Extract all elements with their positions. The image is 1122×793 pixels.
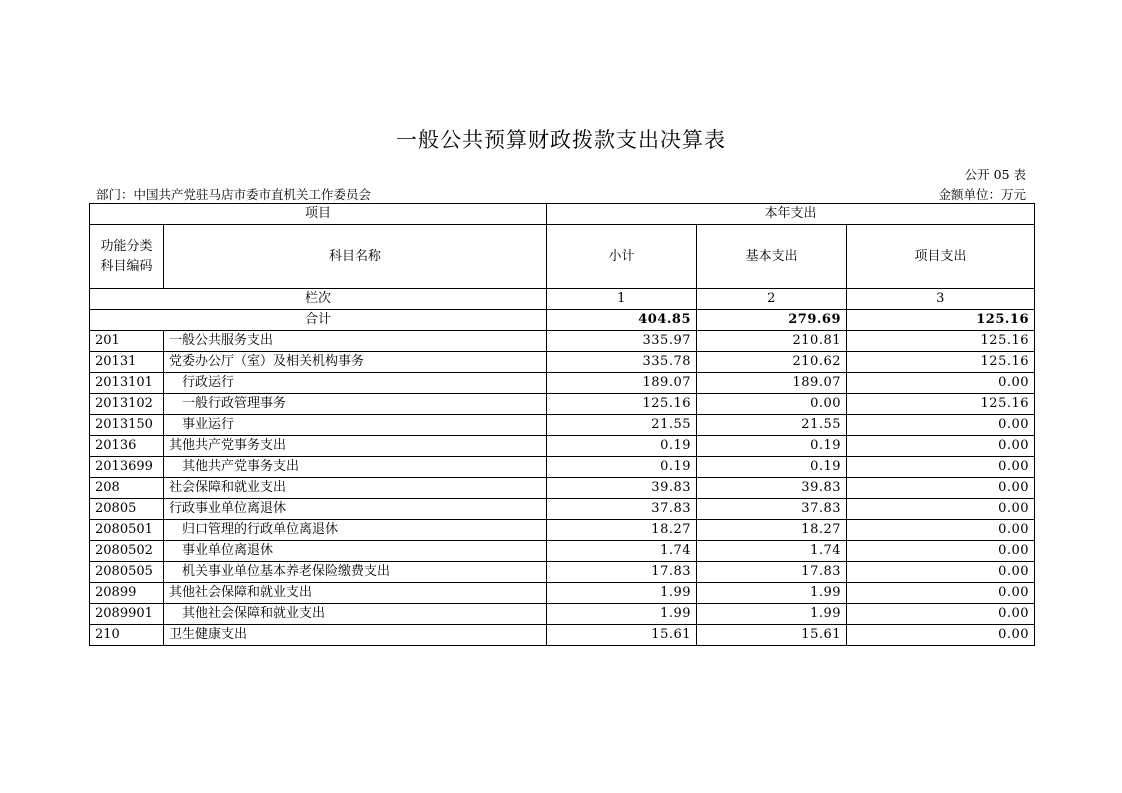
row-project: 0.00 <box>847 562 1035 583</box>
row-subtotal: 1.74 <box>547 541 697 562</box>
row-subtotal: 17.83 <box>547 562 697 583</box>
row-code: 20899 <box>90 583 164 604</box>
table-row <box>90 457 1035 478</box>
row-name: 机关事业单位基本养老保险缴费支出 <box>164 562 547 583</box>
row-name: 事业单位离退休 <box>164 541 547 562</box>
row-name: 归口管理的行政单位离退休 <box>164 520 547 541</box>
row-project: 0.00 <box>847 604 1035 625</box>
table-row <box>90 604 1035 625</box>
row-name: 一般行政管理事务 <box>164 394 547 415</box>
total-label: 合计 <box>90 310 547 331</box>
row-code: 2080502 <box>90 541 164 562</box>
row-basic: 1.74 <box>697 541 847 562</box>
row-subtotal: 335.97 <box>547 331 697 352</box>
expenditure-table <box>89 203 1035 646</box>
row-code: 208 <box>90 478 164 499</box>
column-index-3: 3 <box>847 289 1035 310</box>
department-label: 部门：中国共产党驻马店市委市直机关工作委员会 <box>96 187 372 202</box>
table-row <box>90 625 1035 646</box>
header-subtotal: 小计 <box>547 225 697 289</box>
row-project: 0.00 <box>847 436 1035 457</box>
row-code: 2013101 <box>90 373 164 394</box>
row-name: 一般公共服务支出 <box>164 331 547 352</box>
total-row <box>90 310 1035 331</box>
row-project: 125.16 <box>847 394 1035 415</box>
row-project: 125.16 <box>847 331 1035 352</box>
row-project: 0.00 <box>847 499 1035 520</box>
row-subtotal: 0.19 <box>547 436 697 457</box>
unit-label: 金额单位：万元 <box>938 187 1026 202</box>
row-basic: 0.19 <box>697 436 847 457</box>
row-subtotal: 335.78 <box>547 352 697 373</box>
header-current-year: 本年支出 <box>547 204 1035 225</box>
table-code: 公开 05 表 <box>964 167 1026 182</box>
row-code: 2013150 <box>90 415 164 436</box>
row-name: 党委办公厅（室）及相关机构事务 <box>164 352 547 373</box>
row-name: 事业运行 <box>164 415 547 436</box>
row-basic: 0.00 <box>697 394 847 415</box>
row-code: 2080501 <box>90 520 164 541</box>
row-subtotal: 21.55 <box>547 415 697 436</box>
header-basic: 基本支出 <box>697 225 847 289</box>
row-name: 其他共产党事务支出 <box>164 457 547 478</box>
row-code: 20805 <box>90 499 164 520</box>
row-project: 0.00 <box>847 373 1035 394</box>
row-subtotal: 1.99 <box>547 583 697 604</box>
row-code: 20131 <box>90 352 164 373</box>
total-subtotal: 404.85 <box>547 310 697 331</box>
total-basic: 279.69 <box>697 310 847 331</box>
table-row <box>90 436 1035 457</box>
column-index-1: 1 <box>547 289 697 310</box>
header-item: 项目 <box>90 204 547 225</box>
header-func-code: 功能分类 科目编码 <box>90 225 164 289</box>
page-title: 一般公共预算财政拨款支出决算表 <box>396 128 726 152</box>
row-code: 210 <box>90 625 164 646</box>
row-subtotal: 189.07 <box>547 373 697 394</box>
row-subtotal: 39.83 <box>547 478 697 499</box>
table-row <box>90 520 1035 541</box>
row-name: 行政事业单位离退休 <box>164 499 547 520</box>
header-subject-name: 科目名称 <box>164 225 547 289</box>
row-basic: 18.27 <box>697 520 847 541</box>
row-project: 0.00 <box>847 478 1035 499</box>
row-code: 2089901 <box>90 604 164 625</box>
row-basic: 210.81 <box>697 331 847 352</box>
row-basic: 0.19 <box>697 457 847 478</box>
total-project: 125.16 <box>847 310 1035 331</box>
row-basic: 1.99 <box>697 604 847 625</box>
table-row <box>90 394 1035 415</box>
table-row <box>90 352 1035 373</box>
row-code: 201 <box>90 331 164 352</box>
table-row <box>90 583 1035 604</box>
row-project: 0.00 <box>847 541 1035 562</box>
row-basic: 1.99 <box>697 583 847 604</box>
table-row <box>90 499 1035 520</box>
header-row-2 <box>90 225 1035 289</box>
column-label: 栏次 <box>90 289 547 310</box>
row-subtotal: 37.83 <box>547 499 697 520</box>
table-row <box>90 541 1035 562</box>
row-subtotal: 0.19 <box>547 457 697 478</box>
row-name: 其他社会保障和就业支出 <box>164 604 547 625</box>
row-subtotal: 1.99 <box>547 604 697 625</box>
table-row <box>90 331 1035 352</box>
row-code: 20136 <box>90 436 164 457</box>
row-code: 2080505 <box>90 562 164 583</box>
row-code: 2013102 <box>90 394 164 415</box>
row-basic: 17.83 <box>697 562 847 583</box>
column-index-2: 2 <box>697 289 847 310</box>
row-code: 2013699 <box>90 457 164 478</box>
row-project: 0.00 <box>847 520 1035 541</box>
table-row <box>90 373 1035 394</box>
row-name: 行政运行 <box>164 373 547 394</box>
table-row <box>90 478 1035 499</box>
row-basic: 189.07 <box>697 373 847 394</box>
row-project: 0.00 <box>847 415 1035 436</box>
row-basic: 21.55 <box>697 415 847 436</box>
row-basic: 37.83 <box>697 499 847 520</box>
row-name: 其他社会保障和就业支出 <box>164 583 547 604</box>
row-subtotal: 15.61 <box>547 625 697 646</box>
table-row <box>90 415 1035 436</box>
row-subtotal: 125.16 <box>547 394 697 415</box>
row-project: 125.16 <box>847 352 1035 373</box>
row-basic: 39.83 <box>697 478 847 499</box>
row-basic: 210.62 <box>697 352 847 373</box>
row-name: 卫生健康支出 <box>164 625 547 646</box>
row-subtotal: 18.27 <box>547 520 697 541</box>
column-index-row <box>90 289 1035 310</box>
row-project: 0.00 <box>847 583 1035 604</box>
table-row <box>90 562 1035 583</box>
header-row-1 <box>90 204 1035 225</box>
row-project: 0.00 <box>847 457 1035 478</box>
row-name: 其他共产党事务支出 <box>164 436 547 457</box>
row-project: 0.00 <box>847 625 1035 646</box>
row-basic: 15.61 <box>697 625 847 646</box>
row-name: 社会保障和就业支出 <box>164 478 547 499</box>
header-project: 项目支出 <box>847 225 1035 289</box>
